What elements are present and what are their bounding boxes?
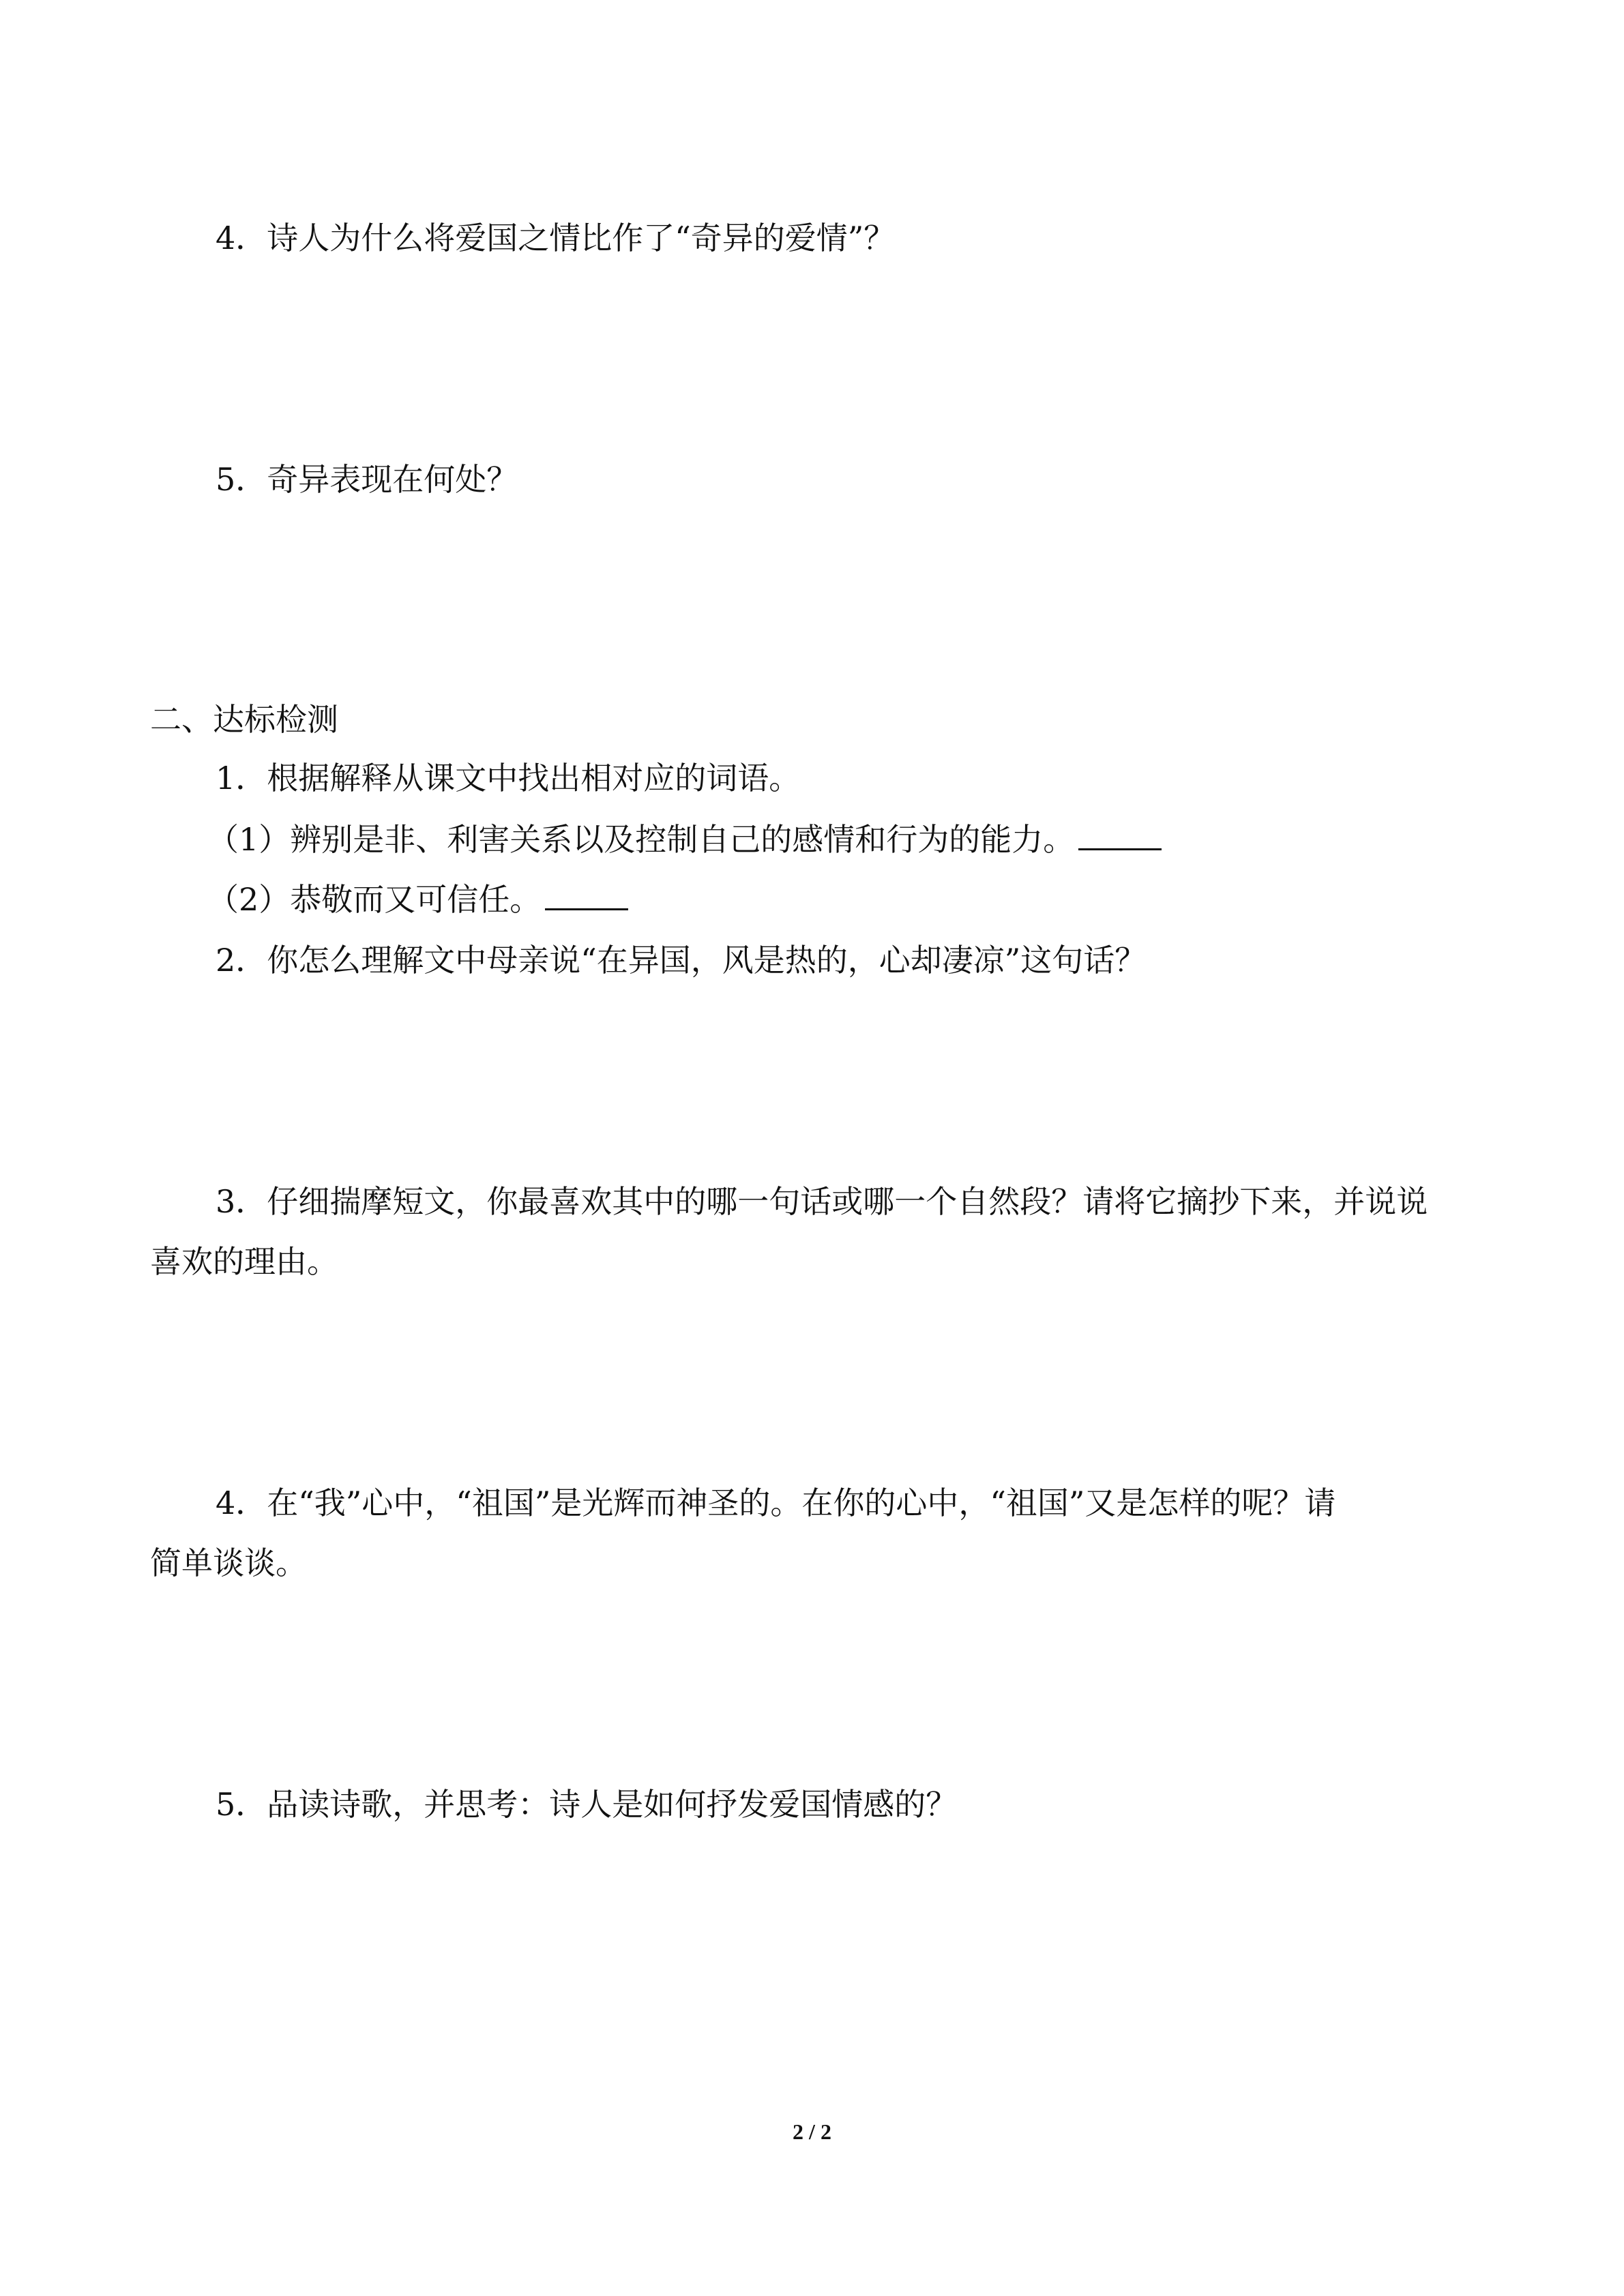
question-5-part1: 5．奇异表现在何处？ [216,461,518,498]
question-5: 5．品读诗歌，并思考：诗人是如何抒发爱国情感的？ [216,1786,958,1823]
question-4-part1: 4．诗人为什么将爱国之情比作了“奇异的爱情”？ [216,220,896,256]
question-1-item-2 [207,878,628,921]
question-4-line-2: 简单谈谈。 [150,1545,307,1581]
question-4-line-1: 4．在“我”心中，“祖国”是光辉而神圣的。在你的心中，“祖国”又是怎样的呢？请 [216,1485,1336,1521]
question-3-line-1: 3．仔细揣摩短文，你最喜欢其中的哪一句话或哪一个自然段？请将它摘抄下来，并说说 [216,1183,1428,1220]
question-1-prompt: 1．根据解释从课文中找出相对应的词语。 [216,760,801,796]
question-1-item-1-text: （1）辨别是非、利害关系以及控制自己的感情和行为的能力。 [207,821,1075,858]
question-1-item-2-text: （2）恭敬而又可信任。 [207,881,542,918]
page-number: 2 / 2 [793,2119,831,2144]
question-1-item-1 [207,818,1162,861]
question-3-line-2: 喜欢的理由。 [150,1243,338,1280]
section-heading: 二、达标检测 [150,701,338,738]
question-2: 2．你怎么理解文中母亲说“在异国，风是热的，心却凄凉”这句话？ [216,942,1147,979]
answer-blank[interactable] [1078,818,1162,850]
answer-blank[interactable] [545,878,628,910]
